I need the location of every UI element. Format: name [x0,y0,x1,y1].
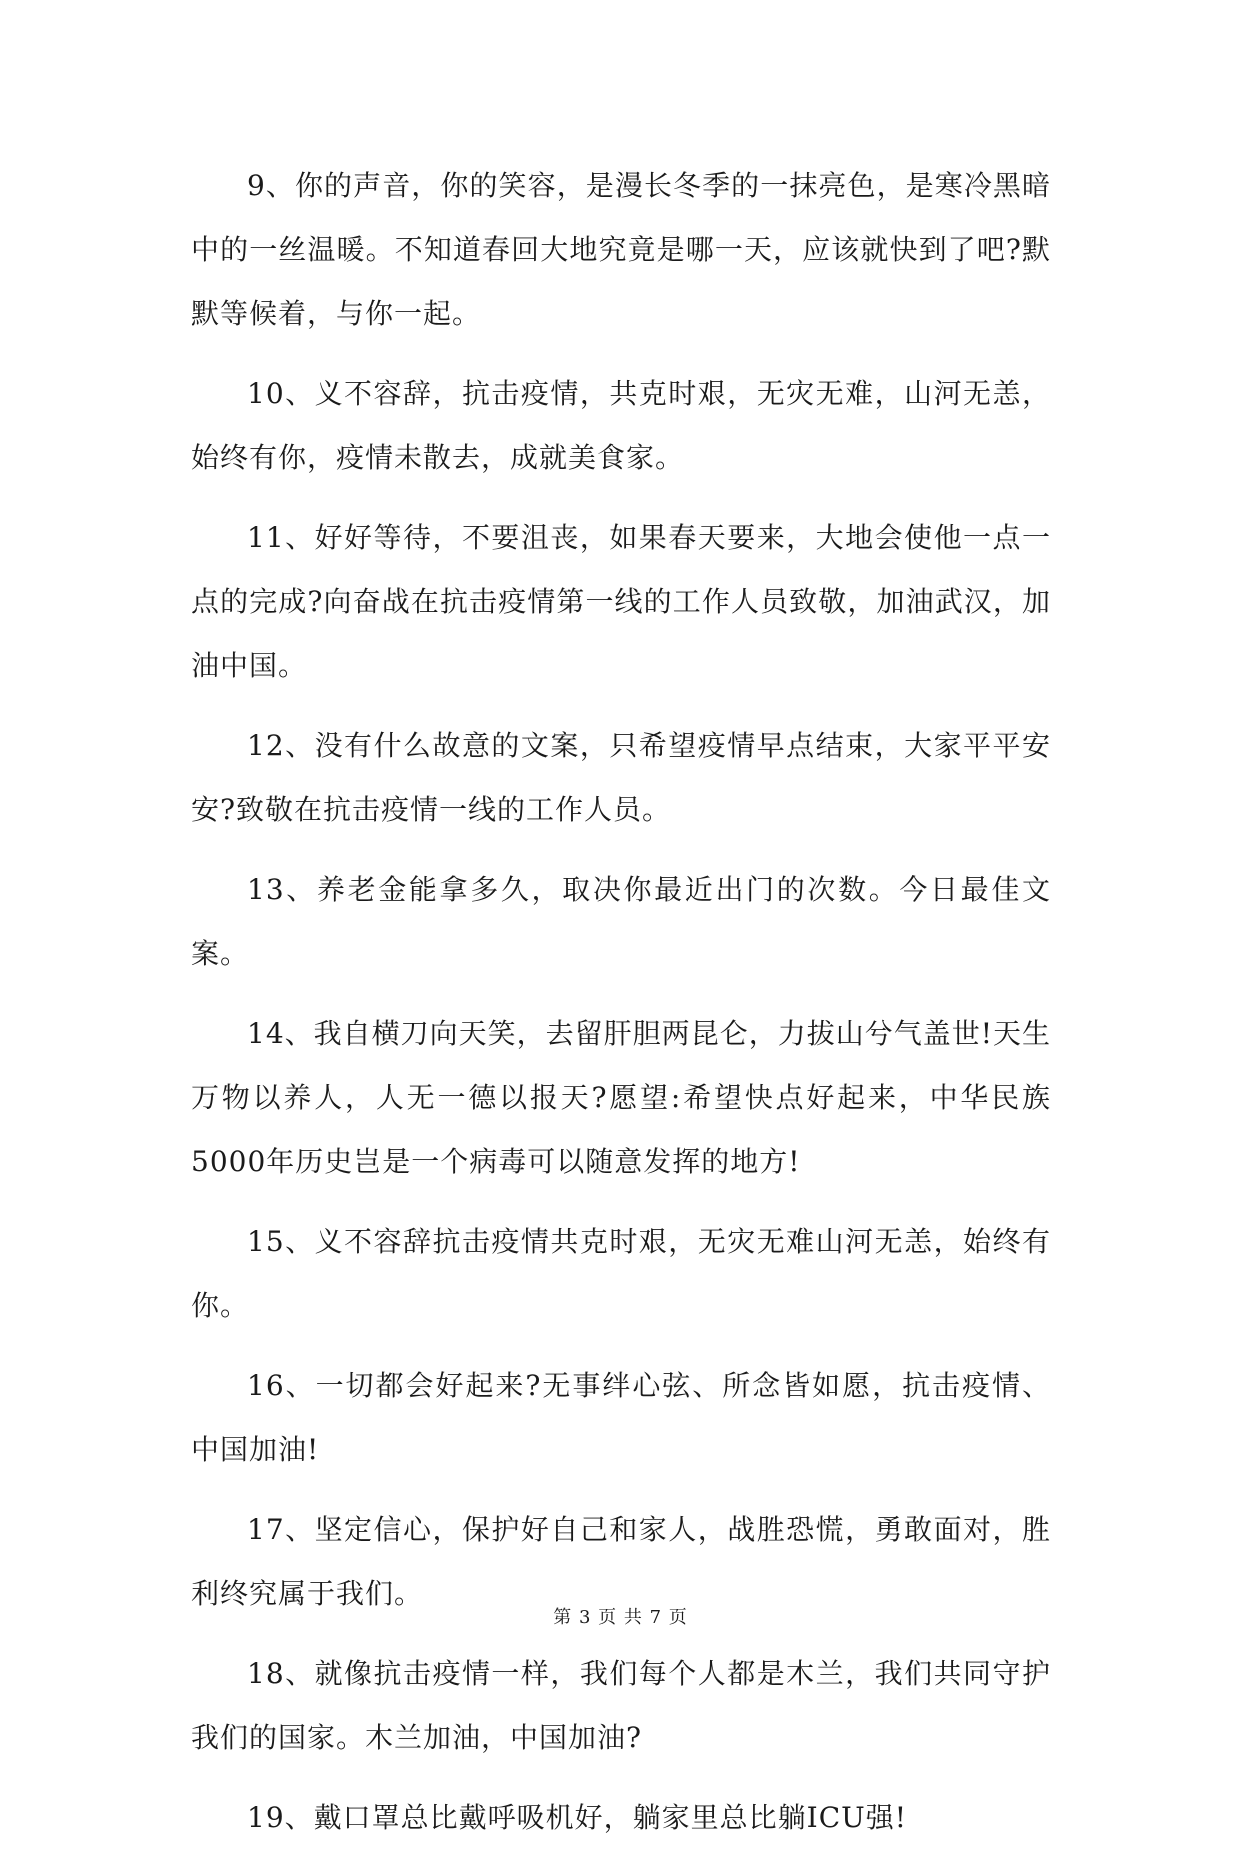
paragraph-18: 18、就像抗击疫情一样，我们每个人都是木兰，我们共同守护我们的国家。木兰加油，中国加油? [191,1657,1051,1754]
paragraph-12: 12、没有什么故意的文案，只希望疫情早点结束，大家平平安安?致敬在抗击疫情一线的工作人员。 [191,729,1051,826]
paragraph-10: 10、义不容辞，抗击疫情，共克时艰，无灾无难，山河无恙，始终有你，疫情未散去，成就美食家。 [191,377,1051,474]
paragraph-14: 14、我自横刀向天笑，去留肝胆两昆仑，力拔山兮气盖世!天生万物以养人，人无一德以报天?愿望:希望快点好起来，中华民族5000年历史岂是一个病毒可以随意发挥的地方! [191,1017,1051,1178]
paragraph-11: 11、好好等待，不要沮丧，如果春天要来，大地会使他一点一点的完成?向奋战在抗击疫情第一线的工作人员致敬，加油武汉，加油中国。 [191,521,1051,682]
paragraph-19: 19、戴口罩总比戴呼吸机好，躺家里总比躺ICU强! [247,1801,907,1834]
paragraph-17: 17、坚定信心，保护好自己和家人，战胜恐慌，勇敢面对，胜利终究属于我们。 [191,1513,1051,1610]
paragraph-9: 9、你的声音，你的笑容，是漫长冬季的一抹亮色，是寒冷黑暗中的一丝温暖。不知道春回大地究竟是哪一天，应该就快到了吧?默默等候着，与你一起。 [191,169,1051,330]
page-number: 第 3 页 共 7 页 [553,1607,688,1628]
paragraph-16: 16、一切都会好起来?无事绊心弦、所念皆如愿，抗击疫情、中国加油! [191,1369,1051,1466]
paragraph-15: 15、义不容辞抗击疫情共克时艰，无灾无难山河无恙，始终有你。 [191,1225,1051,1322]
paragraph-13: 13、养老金能拿多久，取决你最近出门的次数。今日最佳文案。 [191,873,1051,970]
page-footer [0,1606,1241,1630]
